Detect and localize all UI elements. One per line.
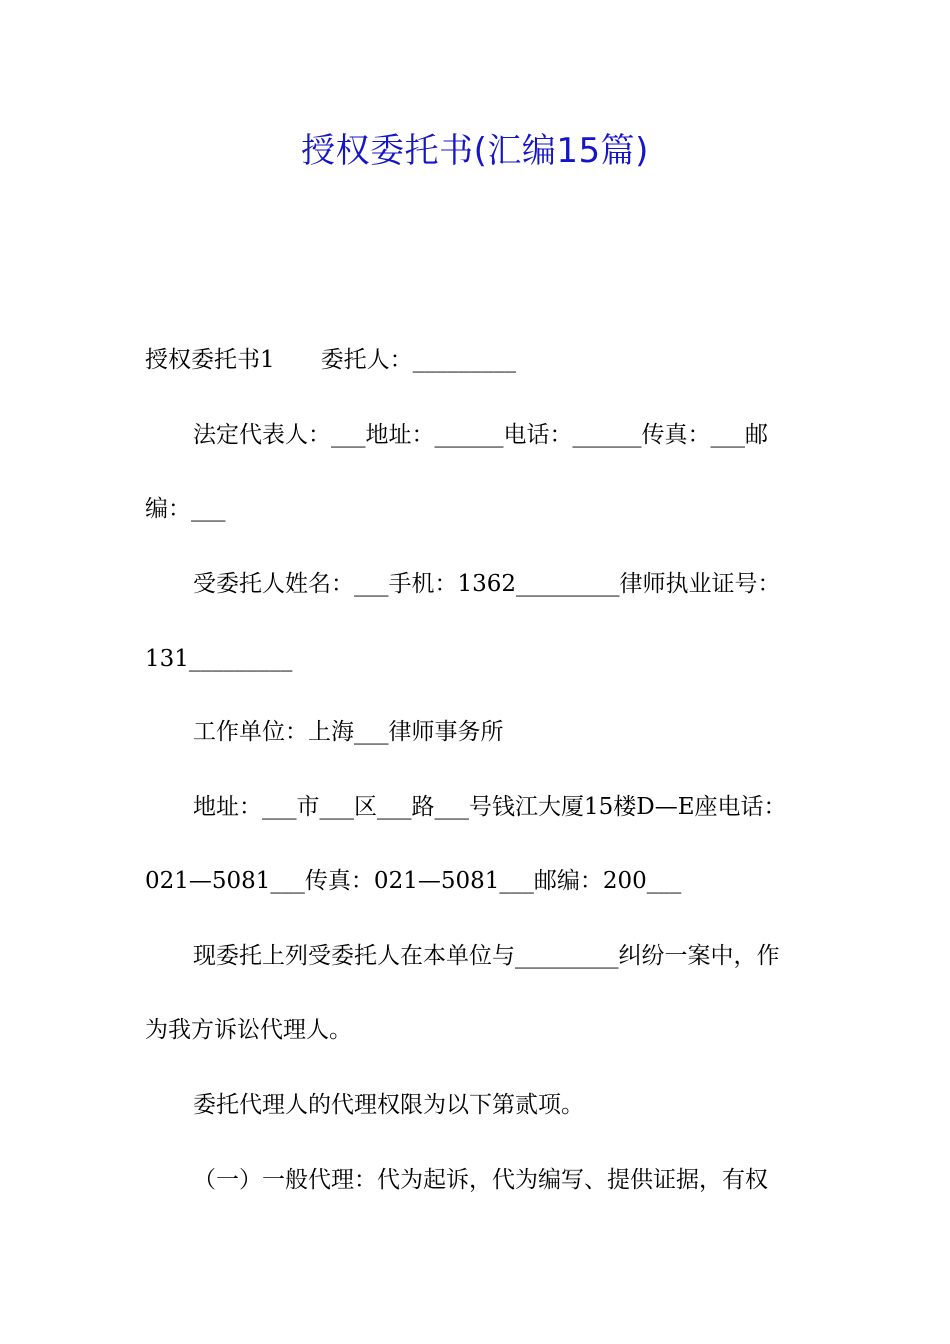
paragraph-line: （一）一般代理：代为起诉，代为编写、提供证据，有权 [193, 1167, 768, 1193]
paragraph-line: 工作单位：上海___律师事务所 [193, 719, 504, 745]
document-title: 授权委托书(汇编15篇) [301, 131, 649, 171]
paragraph-line: 131_________ [145, 646, 293, 672]
paragraph-line: 现委托上列受委托人在本单位与_________纠纷一案中，作 [193, 943, 780, 969]
paragraph-line: 编：___ [145, 496, 226, 522]
paragraph-line: 为我方诉讼代理人。 [145, 1017, 352, 1043]
paragraph-line: 021—5081___传真：021—5081___邮编：200___ [145, 868, 682, 894]
paragraph-line: 受委托人姓名：___手机：1362_________律师执业证号： [193, 571, 781, 597]
paragraph-line: 法定代表人：___地址：______电话：______传真：___邮 [193, 422, 768, 448]
paragraph-line: 委托代理人的代理权限为以下第贰项。 [193, 1092, 584, 1118]
paragraph-line: 地址：___市___区___路___号钱江大厦15楼D—E座电话： [193, 794, 787, 820]
paragraph-line: 授权委托书1 委托人：_________ [145, 347, 517, 373]
